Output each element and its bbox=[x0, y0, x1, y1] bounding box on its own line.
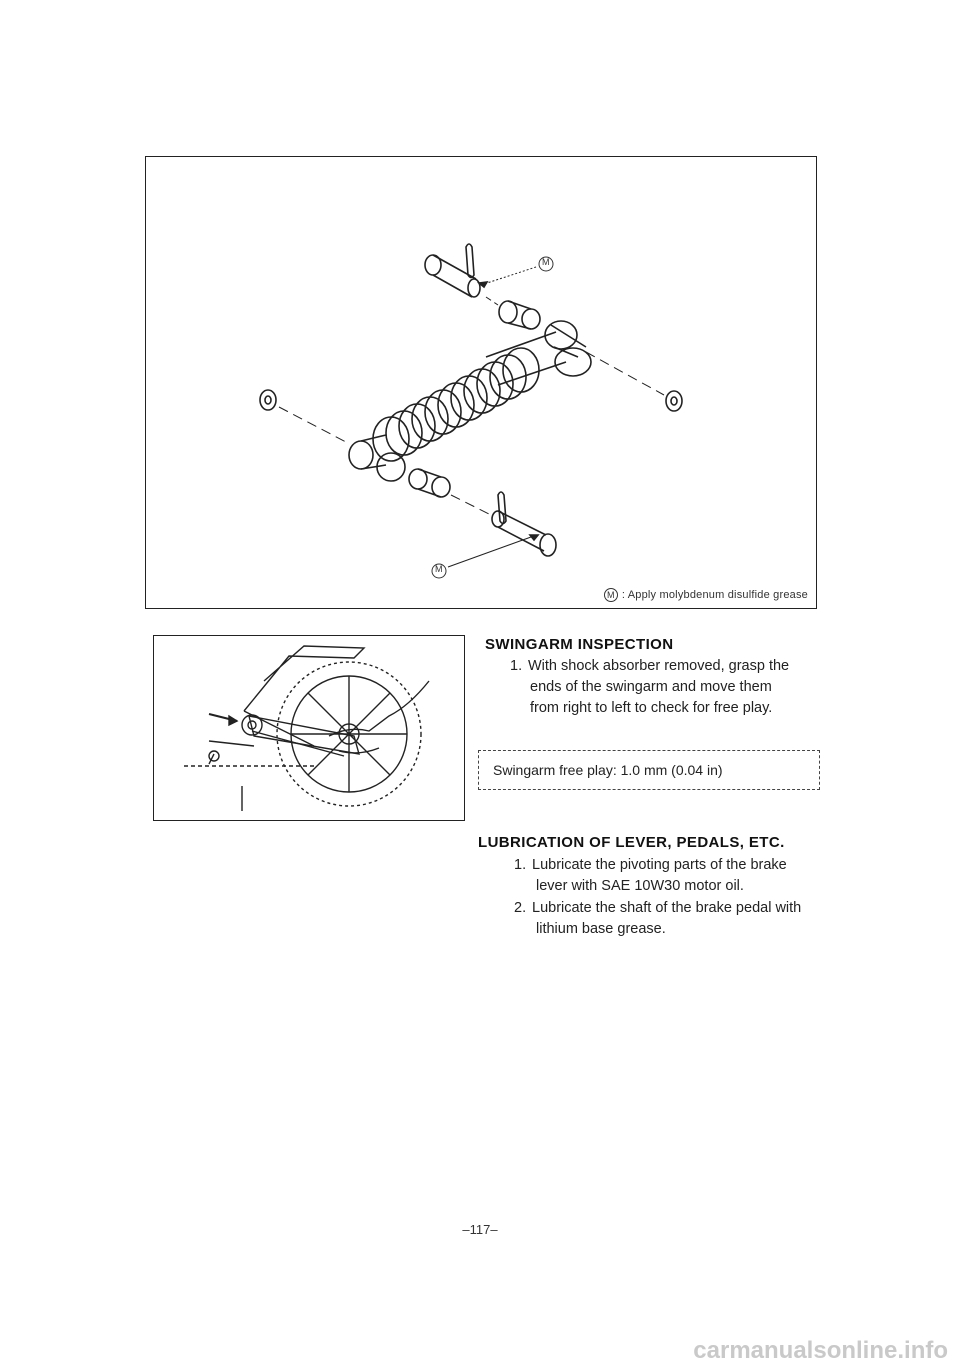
lubrication-step-2 bbox=[514, 898, 834, 940]
lubrication-step-1 bbox=[514, 855, 834, 897]
swingarm-heading: SWINGARM INSPECTION bbox=[485, 636, 674, 653]
lower-pin bbox=[492, 511, 556, 556]
step-number: 1. bbox=[514, 857, 527, 873]
step-number: 1. bbox=[510, 658, 523, 674]
spec-text: Swingarm free play: 1.0 mm (0.04 in) bbox=[493, 762, 723, 778]
frame bbox=[244, 646, 364, 756]
step-line: ends of the swingarm and move them bbox=[530, 679, 772, 695]
step-line: Lubricate the pivoting parts of the brake bbox=[532, 857, 787, 873]
shock-absorber-drawing bbox=[146, 157, 818, 610]
swingarm-drawing bbox=[154, 636, 465, 821]
lubrication-heading: LUBRICATION OF LEVER, PEDALS, ETC. bbox=[478, 834, 785, 851]
upper-collar bbox=[499, 301, 540, 329]
spring-coils bbox=[373, 348, 539, 461]
upper-callout-line bbox=[481, 267, 536, 285]
shock-absorber-exploded-figure bbox=[145, 156, 817, 609]
grease-legend bbox=[604, 588, 808, 602]
lower-m-marker: M bbox=[435, 564, 443, 574]
legend-text: : Apply molybdenum disulfide grease bbox=[621, 589, 808, 601]
watermark: carmanualsonline.info bbox=[693, 1337, 948, 1364]
lower-callout-line bbox=[448, 537, 531, 567]
step-line: Lubricate the shaft of the brake pedal with bbox=[532, 900, 802, 916]
step-number: 2. bbox=[514, 900, 527, 916]
step-line: lithium base grease. bbox=[536, 921, 666, 937]
legend-m-symbol: M bbox=[604, 588, 618, 602]
shock-lower-eye bbox=[349, 435, 405, 481]
page-number: –117– bbox=[462, 1222, 498, 1237]
swingarm-inspection-figure bbox=[153, 635, 465, 821]
lower-cotter-pin bbox=[498, 492, 506, 524]
upper-m-marker: M bbox=[542, 257, 550, 267]
lower-collar bbox=[409, 469, 450, 497]
upper-cotter-pin bbox=[466, 244, 474, 278]
right-washer bbox=[666, 391, 682, 411]
swingarm-free-play-spec bbox=[478, 750, 820, 790]
rear-wheel bbox=[277, 662, 421, 806]
shock-upper-eye bbox=[545, 321, 591, 376]
swingarm-step-1 bbox=[510, 656, 830, 719]
step-line: With shock absorber removed, grasp the bbox=[528, 658, 790, 674]
step-line: lever with SAE 10W30 motor oil. bbox=[536, 878, 744, 894]
upper-pin bbox=[425, 255, 480, 297]
step-line: from right to left to check for free play. bbox=[530, 700, 773, 716]
left-washer bbox=[260, 390, 276, 410]
